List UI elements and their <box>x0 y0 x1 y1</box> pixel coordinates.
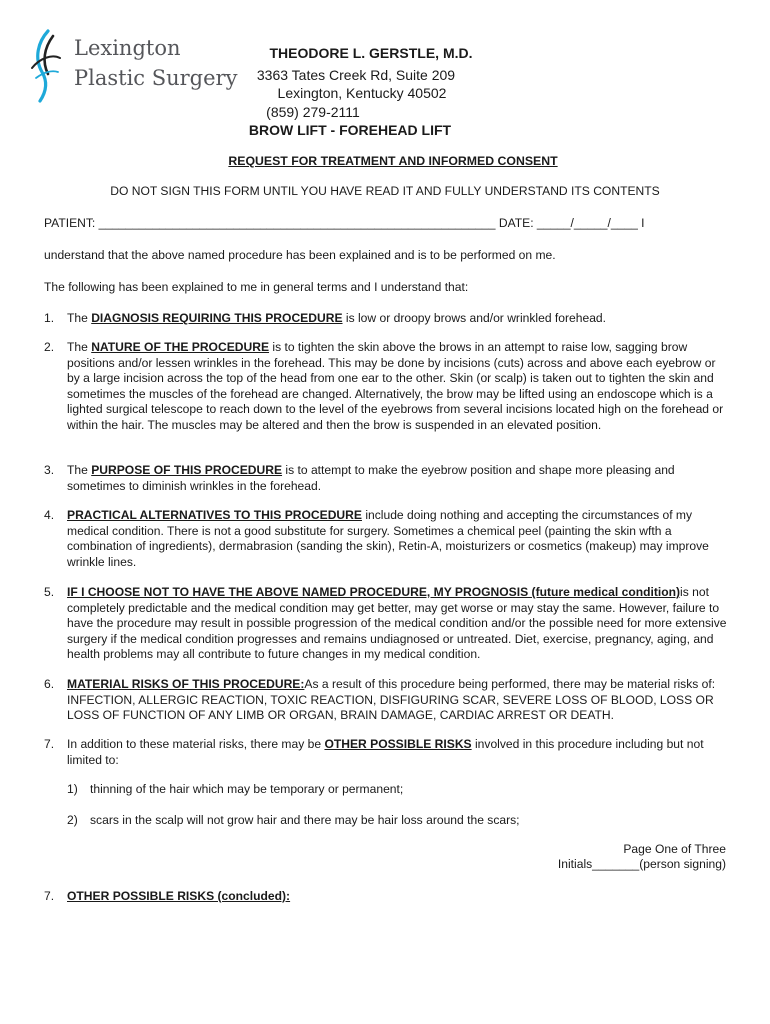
understand-statement: understand that the above named procedure has been explained and is to be performed on me. <box>44 248 556 262</box>
item-number: 7. <box>44 737 55 751</box>
doctor-name: THEODORE L. GERSTLE, M.D. <box>269 45 473 61</box>
page-indicator: Page One of Three <box>623 842 726 856</box>
subitem-number: 2) <box>67 813 78 827</box>
item-heading: NATURE OF THE PROCEDURE <box>91 340 270 354</box>
subitem-text: scars in the scalp will not grow hair and there may be hair loss around the scars; <box>90 813 520 827</box>
address-line2: Lexington, Kentucky 40502 <box>277 85 447 101</box>
item-heading: PURPOSE OF THIS PROCEDURE <box>91 463 283 477</box>
item-number: 7. <box>44 889 55 903</box>
form-title: REQUEST FOR TREATMENT AND INFORMED CONSENT <box>228 154 558 168</box>
item-number: 5. <box>44 585 55 599</box>
sign-warning: DO NOT SIGN THIS FORM UNTIL YOU HAVE READ IT AND FULLY UNDERSTAND ITS CONTENTS <box>110 184 660 198</box>
logo-swoosh-icon <box>26 28 70 104</box>
item-number: 6. <box>44 677 55 691</box>
phone-number: (859) 279-2111 <box>266 104 360 120</box>
procedure-title: BROW LIFT - FOREHEAD LIFT <box>248 122 452 138</box>
item-heading: OTHER POSSIBLE RISKS (concluded): <box>67 889 291 903</box>
initials-line: Initials_______(person signing) <box>557 857 726 871</box>
address-line1: 3363 Tates Creek Rd, Suite 209 <box>256 67 456 83</box>
item-heading: IF I CHOOSE NOT TO HAVE THE ABOVE NAMED PROCEDURE, MY PROGNOSIS (future medical condition) <box>67 585 681 599</box>
item-heading: DIAGNOSIS REQUIRING THIS PROCEDURE <box>91 311 343 325</box>
item-heading: OTHER POSSIBLE RISKS <box>324 737 472 751</box>
logo-text-line1: Lexington <box>74 36 181 60</box>
item-heading: PRACTICAL ALTERNATIVES TO THIS PROCEDURE <box>67 508 362 522</box>
subitem-number: 1) <box>67 782 78 796</box>
item-number: 4. <box>44 508 55 522</box>
item-heading: MATERIAL RISKS OF THIS PROCEDURE: <box>67 677 305 691</box>
patient-date-line: PATIENT: ___________________________________________________________ DATE: _____/_____/____ I <box>44 216 645 230</box>
practice-logo <box>26 28 238 104</box>
subitem-text: thinning of the hair which may be temporary or permanent; <box>90 782 404 796</box>
item-number: 1. <box>44 311 55 325</box>
logo-text-line2: Plastic Surgery <box>74 66 238 90</box>
item-number: 3. <box>44 463 55 477</box>
intro-statement: The following has been explained to me in general terms and I understand that: <box>44 280 469 294</box>
item-number: 2. <box>44 340 55 354</box>
